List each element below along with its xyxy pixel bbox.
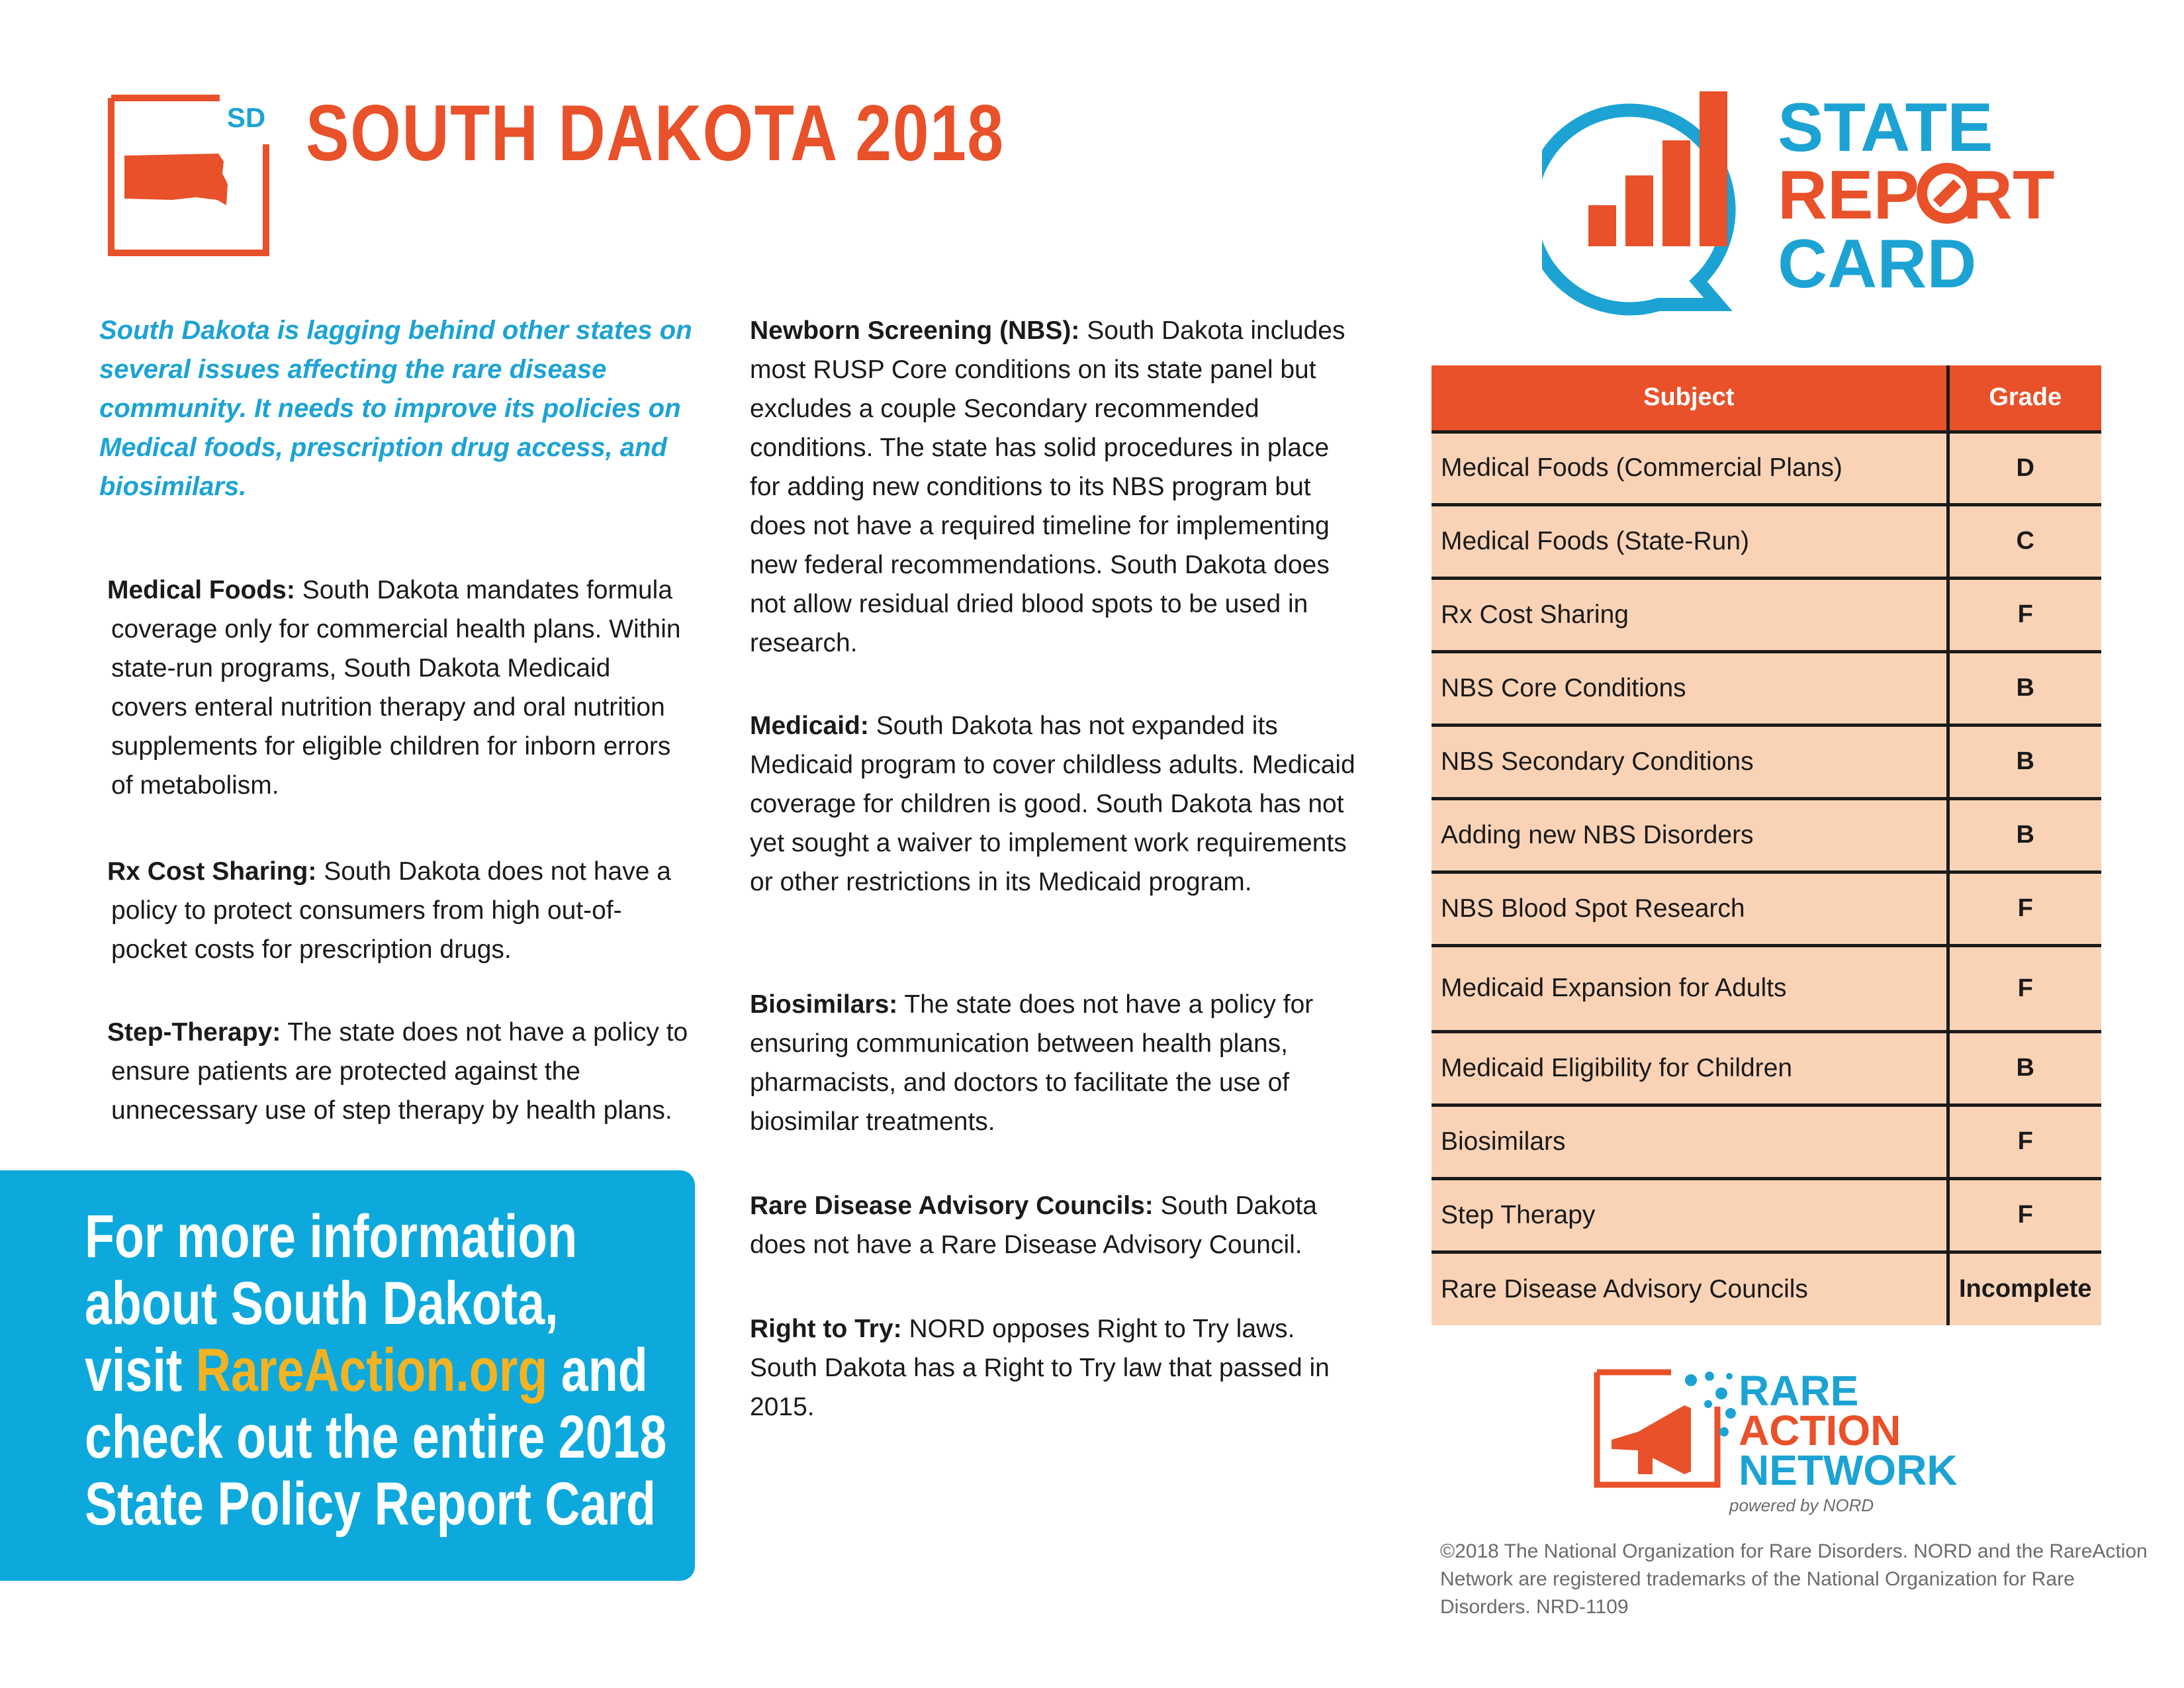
section-rare-disease-councils — [750, 1186, 1365, 1264]
table-header-row — [1432, 365, 2101, 432]
row-grade: B — [1948, 651, 2101, 725]
section-heading: Medical Foods: — [107, 576, 295, 604]
row-subject: Rx Cost Sharing — [1432, 578, 1948, 651]
section-rx-cost-sharing — [107, 852, 690, 969]
section-body: South Dakota does not have a Rare Disease Advisory Council. — [750, 1192, 1317, 1259]
bar-chart-icon — [1588, 205, 1616, 246]
row-grade: F — [1948, 578, 2101, 651]
section-heading: Step-Therapy: — [107, 1018, 281, 1047]
grade-table — [1432, 365, 2101, 1325]
table-row — [1432, 872, 2101, 945]
section-body: South Dakota mandates formula coverage only for commercial health plans. Within state-run programs, South Dakota Medicaid covers enteral nutrition therapy and oral nutrition supplements for eligible children for inborn errors of metabolism. — [111, 576, 681, 800]
table-row — [1432, 432, 2101, 504]
molecule-dot-icon — [1685, 1374, 1697, 1386]
row-subject: Adding new NBS Disorders — [1432, 798, 1948, 872]
section-heading: Rx Cost Sharing: — [107, 857, 317, 886]
logo-tagline: powered by NORD — [1729, 1495, 1874, 1515]
row-subject: Medicaid Expansion for Adults — [1432, 945, 1948, 1031]
section-heading: Biosimilars: — [750, 990, 898, 1019]
state-abbrev: SD — [226, 102, 266, 133]
south-dakota-shape-icon — [124, 154, 228, 205]
section-body: South Dakota includes most RUSP Core conditions on its state panel but excludes a couple Secondary recommended conditions. The state has solid procedures in place for adding new conditions to its NBS program but does not have a required timeline for implementing new federal recommendations. South Dakota does not allow residual dried blood spots to be used in research. — [750, 316, 1345, 657]
table-row — [1432, 945, 2101, 1031]
section-heading: Medicaid: — [750, 712, 869, 740]
section-body: The state does not have a policy for ensuring communication between health plans, pharmacists, and doctors to facilitate the use of biosimilar treatments. — [750, 990, 1314, 1136]
section-medicaid — [750, 706, 1365, 902]
row-subject: NBS Blood Spot Research — [1432, 872, 1948, 945]
section-step-therapy — [107, 1013, 690, 1130]
info-text-post: and check out the entire 2018 State Policy Report Card — [85, 1336, 667, 1538]
row-grade: F — [1948, 1178, 2101, 1252]
section-right-to-try — [750, 1309, 1365, 1427]
section-body: South Dakota does not have a policy to protect consumers from high out-of-pocket costs for prescription drugs. — [111, 857, 671, 964]
logo-word-card: CARD — [1778, 226, 1977, 303]
table-row — [1432, 1178, 2101, 1252]
table-row — [1432, 1031, 2101, 1105]
row-subject: Step Therapy — [1432, 1178, 1948, 1252]
table-row — [1432, 798, 2101, 872]
logo-word-report: REP RT — [1778, 157, 2055, 234]
section-body: The state does not have a policy to ensure patients are protected against the unnecessary use of step therapy by health plans. — [111, 1018, 688, 1125]
column-header-subject: Subject — [1432, 365, 1948, 432]
row-subject: Medicaid Eligibility for Children — [1432, 1031, 1948, 1105]
section-body: NORD opposes Right to Try laws. South Dakota has a Right to Try law that passed in 2015. — [750, 1315, 1330, 1421]
copyright-notice: ©2018 The National Organization for Rare Disorders. NORD and the RareAction Network are registered trademarks of the National Organization for Rare Disorders. NRD-1109 — [1440, 1540, 2148, 1618]
row-grade: B — [1948, 798, 2101, 872]
section-medical-foods — [107, 571, 690, 805]
row-subject: NBS Core Conditions — [1432, 651, 1948, 725]
row-subject: Rare Disease Advisory Councils — [1432, 1252, 1948, 1325]
row-grade: F — [1948, 872, 2101, 945]
logo-word-network: NETWORK — [1739, 1446, 1958, 1494]
column-header-grade: Grade — [1948, 365, 2101, 432]
row-grade: D — [1948, 432, 2101, 504]
logo-word-rare: RARE — [1739, 1367, 1859, 1415]
table-row — [1432, 578, 2101, 651]
row-subject: Biosimilars — [1432, 1105, 1948, 1178]
info-callout-text — [85, 1203, 667, 1538]
row-grade: B — [1948, 1031, 2101, 1105]
table-row — [1432, 1252, 2101, 1325]
page-title: SOUTH DAKOTA 2018 — [306, 89, 1005, 177]
logo-word-state: STATE — [1778, 89, 1993, 166]
row-grade: B — [1948, 725, 2101, 798]
section-body: South Dakota has not expanded its Medicaid program to cover childless adults. Medicaid coverage for children is good. South Dakota has not yet sought a waiver to implement work requirements or other restrictions in its Medicaid program. — [750, 712, 1355, 896]
section-biosimilars — [750, 985, 1365, 1141]
section-newborn-screening — [750, 311, 1365, 663]
row-subject: Medical Foods (State-Run) — [1432, 504, 1948, 578]
section-heading: Newborn Screening (NBS): — [750, 316, 1080, 345]
logo-word-action: ACTION — [1739, 1407, 1901, 1454]
section-heading: Right to Try: — [750, 1315, 902, 1343]
table-row — [1432, 725, 2101, 798]
row-grade: F — [1948, 945, 2101, 1031]
table-row — [1432, 504, 2101, 578]
state-map-badge — [106, 93, 271, 258]
section-heading: Rare Disease Advisory Councils: — [750, 1192, 1154, 1220]
row-grade: Incomplete — [1948, 1252, 2101, 1325]
rare-action-network-logo — [1592, 1367, 2002, 1519]
row-grade: F — [1948, 1105, 2101, 1178]
table-row — [1432, 1105, 2101, 1178]
intro-summary: South Dakota is lagging behind other states on several issues affecting the rare disease community. It needs to improve its policies on Medical foods, prescription drug access, and biosimilars. — [99, 316, 692, 501]
state-report-card-logo — [1542, 79, 2071, 318]
row-subject: Medical Foods (Commercial Plans) — [1432, 432, 1948, 504]
row-grade: C — [1948, 504, 2101, 578]
info-text-pre: For more information about South Dakota, visit — [85, 1203, 578, 1404]
table-row — [1432, 651, 2101, 725]
row-subject: NBS Secondary Conditions — [1432, 725, 1948, 798]
rareaction-link[interactable]: RareAction.org — [195, 1336, 548, 1404]
